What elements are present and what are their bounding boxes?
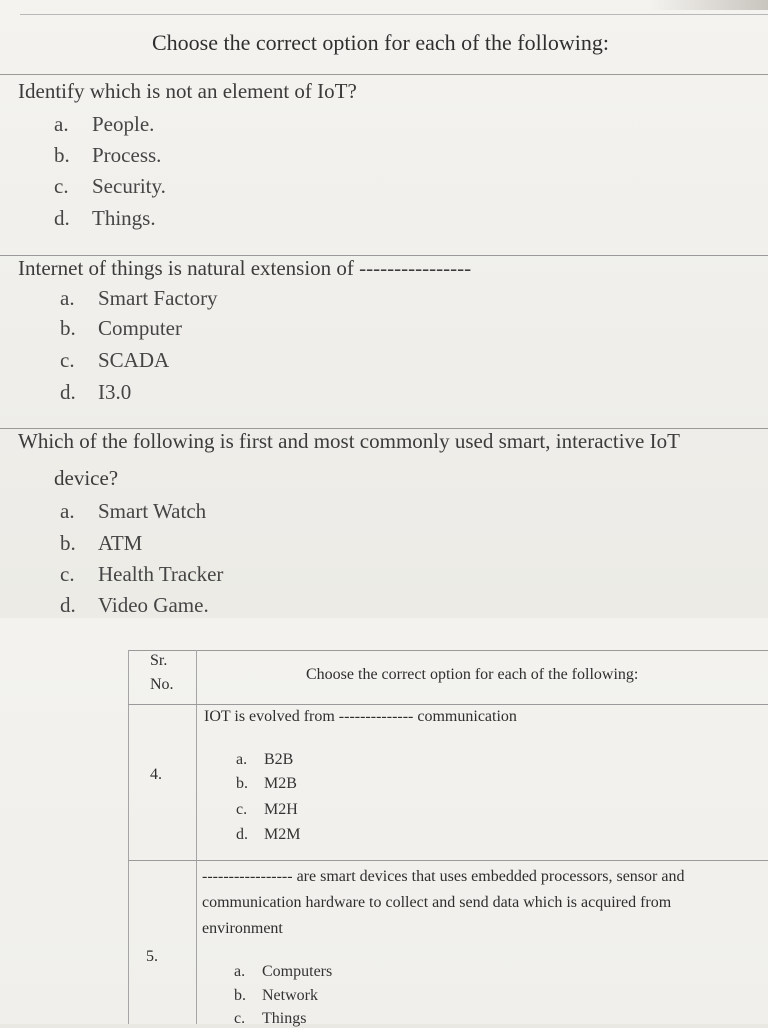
option-letter: a. (60, 499, 75, 523)
option-letter: b. (54, 143, 70, 167)
option-text: Computer (98, 316, 182, 340)
question-3-option-a (60, 499, 206, 524)
option-letter: c. (60, 562, 75, 586)
question-4-option-c (236, 801, 298, 819)
option-letter: d. (54, 206, 70, 230)
table-border-top (128, 650, 768, 651)
option-letter: a. (236, 751, 248, 768)
question-5-option-c (234, 1010, 306, 1028)
question-2-option-b (60, 316, 182, 341)
question-2-option-d (60, 380, 131, 405)
question-sheet-table (0, 618, 768, 1027)
option-letter: c. (234, 1010, 246, 1027)
question-5-option-b (234, 987, 318, 1005)
option-letter: c. (54, 174, 69, 198)
option-text: B2B (264, 751, 294, 768)
question-1-option-c (54, 174, 166, 199)
option-text: Security. (92, 174, 166, 198)
option-text: I3.0 (98, 380, 132, 404)
question-1-option-a (54, 112, 154, 137)
option-text: People. (92, 112, 155, 136)
question-4-text: IOT is evolved from -------------- communication (204, 708, 517, 725)
table-column-divider (196, 650, 197, 1024)
option-text: Health Tracker (98, 562, 224, 586)
question-4-option-a (236, 751, 293, 769)
section-title: Choose the correct option for each of the following: (152, 30, 609, 55)
option-text: Smart Watch (98, 499, 207, 523)
option-text: Computers (262, 963, 333, 980)
question-4-option-d (236, 826, 300, 844)
option-text: M2H (264, 801, 298, 818)
option-text: M2M (264, 826, 301, 843)
option-letter: a. (54, 112, 69, 136)
option-letter: b. (236, 775, 248, 792)
divider (0, 74, 768, 75)
question-3-option-d (60, 593, 209, 618)
option-letter: b. (60, 316, 76, 340)
option-text: Things. (92, 206, 156, 230)
question-1-option-b (54, 143, 161, 168)
question-5-number: 5. (146, 948, 158, 965)
question-5-option-a (234, 963, 332, 981)
question-1-text: Identify which is not an element of IoT? (18, 79, 357, 103)
question-2-text: Internet of things is natural extension of ---------------- (18, 256, 472, 280)
question-5-text-line-1: ----------------- are smart devices that uses embedded processors, sensor and (202, 868, 685, 885)
question-4-option-b (236, 775, 297, 793)
option-letter: c. (236, 801, 248, 818)
option-text: ATM (98, 531, 143, 555)
option-text: Network (262, 987, 318, 1004)
header-sr: Sr. (150, 652, 168, 669)
option-text: Process. (92, 143, 162, 167)
page-edge-shadow (648, 0, 768, 10)
option-letter: a. (234, 963, 246, 980)
option-letter: b. (60, 531, 76, 555)
option-letter: a. (60, 286, 75, 310)
question-1-option-d (54, 206, 156, 231)
question-3-text-cont: device? (54, 466, 119, 490)
option-letter: d. (60, 593, 76, 617)
divider (20, 14, 768, 15)
table-border-left (128, 650, 129, 1024)
option-text: Video Game. (98, 593, 209, 617)
option-text: Smart Factory (98, 286, 218, 310)
option-letter: c. (60, 348, 75, 372)
question-3-option-c (60, 562, 223, 587)
option-letter: b. (234, 987, 246, 1004)
table-row-divider (128, 860, 768, 861)
option-text: Things (262, 1010, 307, 1027)
option-text: M2B (264, 775, 297, 792)
option-letter: d. (236, 826, 248, 843)
question-3-text: Which of the following is first and most commonly used smart, interactive IoT (18, 429, 680, 453)
question-4-number: 4. (150, 766, 162, 783)
question-3-option-b (60, 531, 142, 556)
table-title: Choose the correct option for each of the following: (306, 666, 639, 683)
table-header-divider (128, 704, 768, 705)
question-5-text-line-3: environment (202, 920, 283, 937)
question-2-option-c (60, 348, 169, 373)
question-5-text-line-2: communication hardware to collect and send data which is acquired from (202, 894, 672, 911)
question-2-option-a (60, 286, 218, 311)
option-text: SCADA (98, 348, 170, 372)
option-letter: d. (60, 380, 76, 404)
header-no: No. (150, 676, 174, 693)
